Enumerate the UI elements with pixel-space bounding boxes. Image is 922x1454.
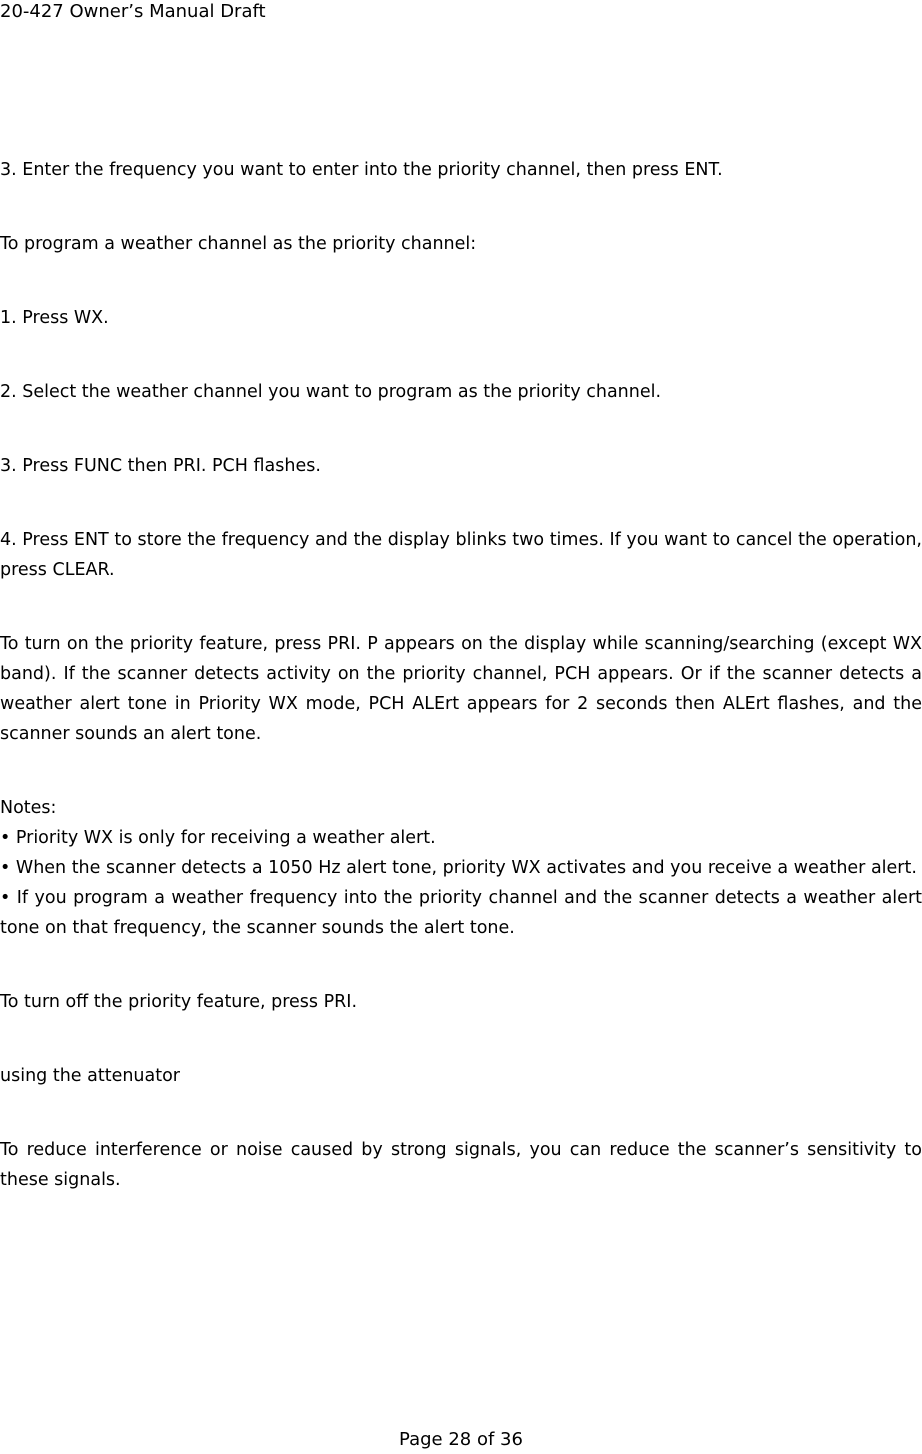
notes-block: [0, 793, 922, 943]
page-content: [0, 155, 922, 1195]
turn-off-priority-paragraph: To turn off the priority feature, press PRI.: [0, 992, 358, 1012]
notes-label: Notes:: [0, 798, 57, 818]
step-3-press-func-pri: 3. Press FUNC then PRI. PCH flashes.: [0, 456, 321, 476]
page-number-footer: Page 28 of 36: [399, 1429, 523, 1450]
note-item-3: • If you program a weather frequency into the priority channel and the scanner detects a weather alert tone on that frequency, the scanner sounds the alert tone.: [0, 888, 922, 938]
step-3-enter-frequency: 3. Enter the frequency you want to enter into the priority channel, then press ENT.: [0, 160, 723, 180]
weather-priority-intro: To program a weather channel as the priority channel:: [0, 234, 477, 254]
step-4-press-ent: 4. Press ENT to store the frequency and the display blinks two times. If you want to cancel the operation, press CLEAR.: [0, 530, 922, 580]
note-item-2: • When the scanner detects a 1050 Hz alert tone, priority WX activates and you receive a weather alert.: [0, 858, 917, 878]
attenuator-intro-paragraph: To reduce interference or noise caused by strong signals, you can reduce the scanner’s sensitivity to these signals.: [0, 1140, 922, 1190]
step-2-select-weather-channel: 2. Select the weather channel you want to program as the priority channel.: [0, 382, 662, 402]
step-1-press-wx: 1. Press WX.: [0, 308, 109, 328]
note-item-1: • Priority WX is only for receiving a weather alert.: [0, 828, 436, 848]
turn-on-priority-paragraph: To turn on the priority feature, press PRI. P appears on the display while scanning/searching (except WX band). If the scanner detects activity on the priority channel, PCH appears. Or if the scanner detects a weather alert tone in Priority WX mode, PCH ALErt appears for 2 seconds then ALErt flashes, and the scanner sounds an alert tone.: [0, 634, 922, 744]
document-header: 20-427 Owner’s Manual Draft: [0, 1, 266, 22]
section-heading-attenuator: using the attenuator: [0, 1066, 180, 1086]
